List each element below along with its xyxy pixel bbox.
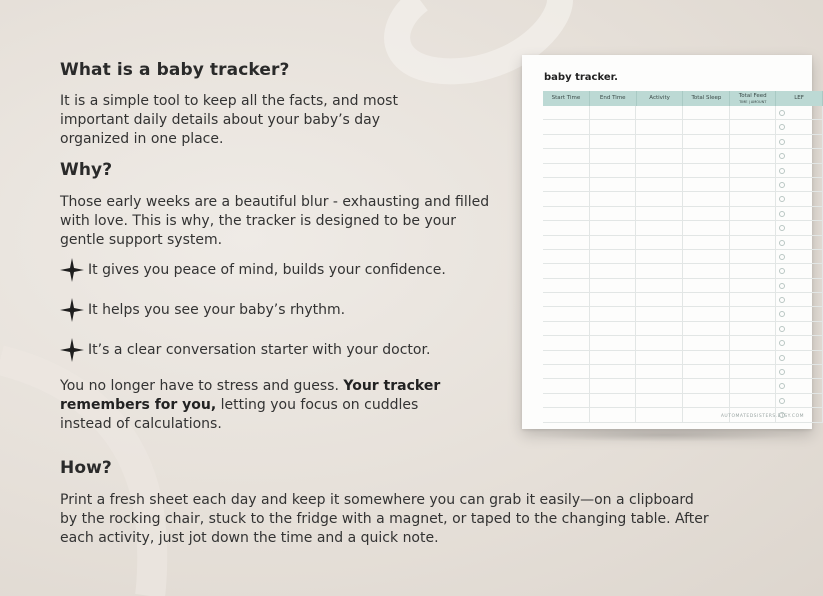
sheet-row — [543, 322, 823, 336]
sheet-cell — [590, 221, 637, 234]
sheet-cell — [776, 322, 823, 335]
sheet-row — [543, 250, 823, 264]
sheet-cell — [730, 307, 777, 320]
sheet-cell — [730, 336, 777, 349]
checkbox-circle-icon — [779, 124, 785, 130]
sheet-cell — [776, 394, 823, 407]
sheet-cell — [636, 379, 683, 392]
sheet-cell — [590, 322, 637, 335]
sheet-cell — [543, 365, 590, 378]
sheet-cell — [590, 192, 637, 205]
sheet-cell — [683, 178, 730, 191]
col-total-feed-label: Total Feed — [738, 93, 767, 99]
sheet-cell — [776, 192, 823, 205]
sheet-cell — [636, 164, 683, 177]
sheet-cell — [776, 351, 823, 364]
sheet-cell — [636, 221, 683, 234]
sheet-cell — [590, 365, 637, 378]
sheet-cell — [730, 293, 777, 306]
sheet-cell — [776, 178, 823, 191]
checkbox-circle-icon — [779, 268, 785, 274]
sheet-shadow — [530, 428, 800, 442]
sheet-cell — [636, 178, 683, 191]
sheet-cell — [636, 408, 683, 421]
sheet-cell — [776, 379, 823, 392]
checkbox-circle-icon — [779, 369, 785, 375]
sheet-cell — [543, 207, 590, 220]
sheet-cell — [683, 264, 730, 277]
sheet-cell — [776, 207, 823, 220]
sheet-title: baby tracker. — [544, 72, 618, 83]
sheet-row — [543, 207, 823, 221]
sheet-cell — [683, 351, 730, 364]
col-activity: Activity — [637, 91, 684, 106]
sheet-cell — [543, 336, 590, 349]
why-text: Those early weeks are a beautiful blur - exhausting and filled with love. This is why, the tracker is designed to be your gentle support system. — [60, 194, 490, 248]
sheet-cell — [683, 379, 730, 392]
sheet-cell — [730, 164, 777, 177]
sheet-cell — [636, 192, 683, 205]
sheet-header-row — [543, 91, 823, 106]
sheet-cell — [730, 178, 777, 191]
bullet-text: It gives you peace of mind, builds your confidence. — [88, 262, 446, 278]
sheet-cell — [636, 293, 683, 306]
sheet-cell — [590, 394, 637, 407]
sheet-row — [543, 394, 823, 408]
sheet-cell — [683, 336, 730, 349]
sheet-cell — [776, 221, 823, 234]
sheet-cell — [683, 293, 730, 306]
sheet-cell — [730, 379, 777, 392]
sheet-cell — [776, 264, 823, 277]
sheet-cell — [683, 120, 730, 133]
sheet-cell — [776, 336, 823, 349]
sheet-cell — [776, 106, 823, 119]
sheet-cell — [543, 149, 590, 162]
checkbox-circle-icon — [779, 283, 785, 289]
sheet-cell — [730, 221, 777, 234]
sheet-row — [543, 365, 823, 379]
sheet-cell — [590, 279, 637, 292]
bullet-item — [60, 338, 430, 362]
sparkle-star-icon — [60, 338, 84, 362]
col-total-feed — [730, 91, 776, 106]
sheet-cell — [683, 106, 730, 119]
sheet-row — [543, 192, 823, 206]
sheet-cell — [776, 149, 823, 162]
sheet-cell — [776, 307, 823, 320]
sheet-cell — [543, 379, 590, 392]
col-total-feed-sub: TIME | AMOUNT — [739, 100, 767, 104]
sheet-cell — [683, 365, 730, 378]
bullet-text: It’s a clear conversation starter with your doctor. — [88, 342, 431, 358]
what-heading: What is a baby tracker? — [60, 60, 290, 80]
sheet-cell — [636, 250, 683, 263]
sparkle-star-icon — [60, 298, 84, 322]
sheet-cell — [590, 178, 637, 191]
sheet-footer: AUTOMATEDSISTERS.ETSY.COM — [720, 414, 804, 419]
sheet-cell — [683, 221, 730, 234]
what-text: It is a simple tool to keep all the facts, and most important daily details about your baby’s day organized in one place. — [60, 93, 398, 147]
sheet-row — [543, 221, 823, 235]
bullet-item — [60, 258, 446, 282]
sheet-cell — [636, 279, 683, 292]
sheet-cell — [683, 164, 730, 177]
sheet-cell — [636, 236, 683, 249]
sheet-cell — [636, 120, 683, 133]
sheet-cell — [730, 207, 777, 220]
sheet-cell — [730, 106, 777, 119]
sheet-cell — [590, 408, 637, 421]
sheet-row — [543, 264, 823, 278]
sheet-cell — [590, 293, 637, 306]
sheet-cell — [683, 394, 730, 407]
relax-text — [60, 377, 460, 434]
col-end-time: End Time — [590, 91, 637, 106]
sheet-cell — [590, 351, 637, 364]
sheet-cell — [590, 149, 637, 162]
sheet-cell — [636, 106, 683, 119]
sheet-cell — [730, 135, 777, 148]
sheet-cell — [730, 351, 777, 364]
relax-lead: You no longer have to stress and guess. — [60, 378, 344, 394]
sheet-cell — [776, 164, 823, 177]
sheet-cell — [730, 264, 777, 277]
sheet-cell — [636, 336, 683, 349]
sheet-cell — [683, 236, 730, 249]
sheet-cell — [590, 336, 637, 349]
checkbox-circle-icon — [779, 196, 785, 202]
sheet-cell — [683, 322, 730, 335]
sheet-cell — [636, 135, 683, 148]
sheet-cell — [543, 106, 590, 119]
sheet-cell — [683, 192, 730, 205]
sheet-cell — [776, 279, 823, 292]
sheet-cell — [590, 307, 637, 320]
sheet-cell — [730, 394, 777, 407]
sheet-row — [543, 236, 823, 250]
sheet-rows — [543, 106, 823, 423]
sheet-row — [543, 106, 823, 120]
sheet-cell — [590, 106, 637, 119]
sheet-cell — [543, 307, 590, 320]
sheet-cell — [636, 351, 683, 364]
sheet-cell — [776, 135, 823, 148]
sheet-cell — [776, 365, 823, 378]
relax-tail: letting you focus on cuddles instead of calculations. — [60, 397, 419, 432]
sheet-cell — [543, 351, 590, 364]
checkbox-circle-icon — [779, 355, 785, 361]
checkbox-circle-icon — [779, 340, 785, 346]
sheet-cell — [636, 149, 683, 162]
sheet-cell — [776, 120, 823, 133]
sheet-row — [543, 351, 823, 365]
relax-bold: Your tracker remembers for you, — [60, 378, 441, 413]
sheet-cell — [776, 293, 823, 306]
checkbox-circle-icon — [779, 297, 785, 303]
sheet-cell — [590, 120, 637, 133]
how-heading: How? — [60, 458, 112, 478]
sheet-cell — [730, 192, 777, 205]
sheet-cell — [543, 236, 590, 249]
how-text: Print a fresh sheet each day and keep it somewhere you can grab it easily—on a clipboard by the rocking chair, stuck to the fridge with a magnet, or taped to the changing table. After each activity, just jot down the time and a quick note. — [60, 492, 709, 546]
sheet-cell — [543, 120, 590, 133]
checkbox-circle-icon — [779, 326, 785, 332]
sheet-cell — [730, 250, 777, 263]
checkbox-circle-icon — [779, 110, 785, 116]
sheet-cell — [636, 264, 683, 277]
sheet-cell — [636, 207, 683, 220]
sheet-cell — [776, 236, 823, 249]
sheet-cell — [730, 120, 777, 133]
sheet-cell — [730, 322, 777, 335]
checkbox-circle-icon — [779, 398, 785, 404]
sheet-cell — [590, 207, 637, 220]
sheet-cell — [543, 279, 590, 292]
sheet-cell — [730, 149, 777, 162]
sheet-cell — [683, 149, 730, 162]
sheet-cell — [543, 293, 590, 306]
sheet-cell — [543, 322, 590, 335]
sheet-cell — [590, 264, 637, 277]
checkbox-circle-icon — [779, 383, 785, 389]
sheet-row — [543, 178, 823, 192]
why-heading: Why? — [60, 160, 113, 180]
sheet-cell — [730, 365, 777, 378]
sheet-cell — [636, 322, 683, 335]
checkbox-circle-icon — [779, 168, 785, 174]
sheet-cell — [776, 250, 823, 263]
sheet-row — [543, 149, 823, 163]
checkbox-circle-icon — [779, 153, 785, 159]
checkbox-circle-icon — [779, 240, 785, 246]
sheet-cell — [590, 379, 637, 392]
sheet-cell — [590, 250, 637, 263]
sheet-row — [543, 135, 823, 149]
sheet-cell — [683, 250, 730, 263]
bullet-text: It helps you see your baby’s rhythm. — [88, 302, 346, 318]
sheet-row — [543, 164, 823, 178]
sheet-cell — [543, 135, 590, 148]
sheet-cell — [683, 307, 730, 320]
checkbox-circle-icon — [779, 254, 785, 260]
sheet-row — [543, 336, 823, 350]
sheet-cell — [683, 279, 730, 292]
sheet-cell — [636, 394, 683, 407]
sheet-cell — [543, 250, 590, 263]
sheet-cell — [543, 221, 590, 234]
sheet-cell — [543, 264, 590, 277]
sheet-cell — [590, 236, 637, 249]
sheet-cell — [543, 164, 590, 177]
sheet-cell — [543, 178, 590, 191]
sheet-cell — [730, 279, 777, 292]
sheet-cell — [590, 135, 637, 148]
col-left: LEF — [776, 91, 823, 106]
sheet-row — [543, 379, 823, 393]
sheet-row — [543, 307, 823, 321]
sheet-cell — [590, 164, 637, 177]
sheet-cell — [543, 192, 590, 205]
sheet-row — [543, 120, 823, 134]
checkbox-circle-icon — [779, 139, 785, 145]
sheet-cell — [683, 207, 730, 220]
sheet-row — [543, 279, 823, 293]
sheet-cell — [543, 408, 590, 421]
checkbox-circle-icon — [779, 211, 785, 217]
checkbox-circle-icon — [779, 182, 785, 188]
col-start-time: Start Time — [543, 91, 590, 106]
sheet-cell — [543, 394, 590, 407]
sheet-cell — [636, 365, 683, 378]
tracker-sheet-preview — [522, 55, 812, 429]
sheet-cell — [730, 236, 777, 249]
checkbox-circle-icon — [779, 311, 785, 317]
sheet-row — [543, 293, 823, 307]
sheet-cell — [683, 135, 730, 148]
sheet-cell — [636, 307, 683, 320]
checkbox-circle-icon — [779, 225, 785, 231]
bullet-item — [60, 298, 345, 322]
sparkle-star-icon — [60, 258, 84, 282]
col-total-sleep: Total Sleep — [683, 91, 730, 106]
